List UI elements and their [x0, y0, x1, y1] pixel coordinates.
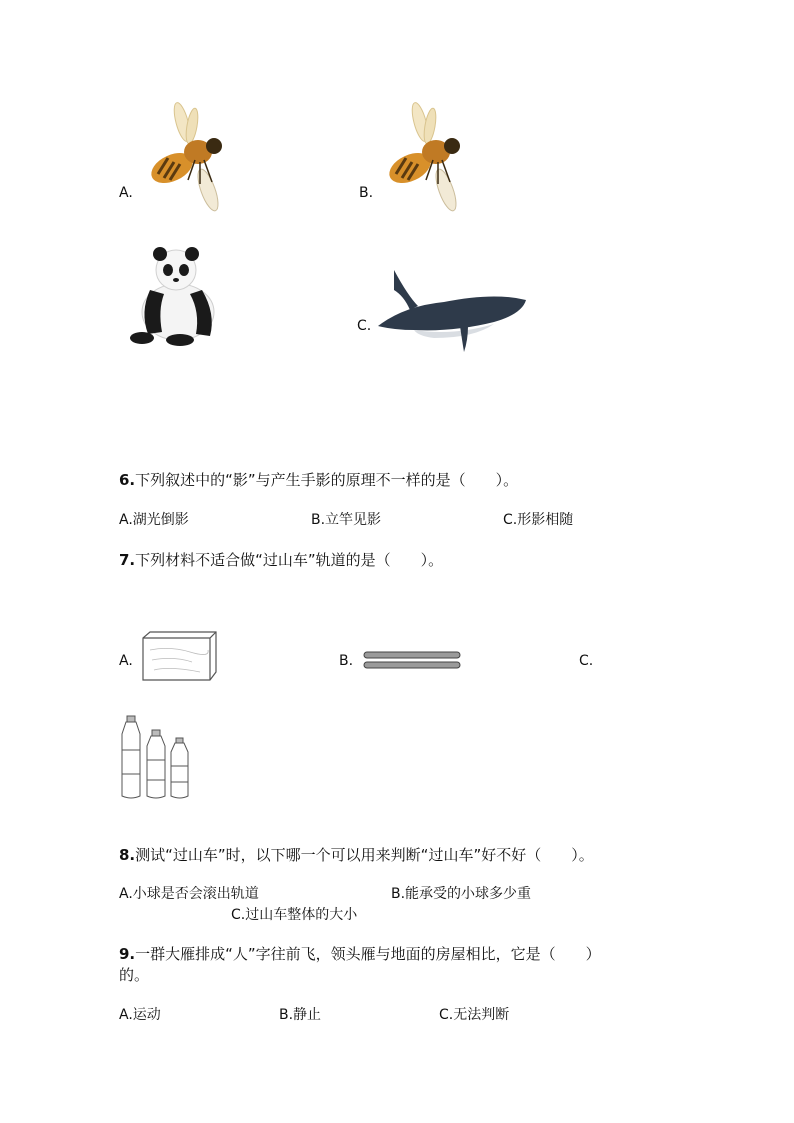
question-7-number: 7. [119, 551, 136, 569]
question-6-text: 下列叙述中的“影”与产生手影的原理不一样的是（ ）。 [135, 471, 519, 489]
question-6-option-c[interactable]: C.形影相随 [503, 512, 574, 528]
question-7-option-c[interactable]: C. [579, 653, 594, 669]
question-7 [119, 550, 443, 570]
question-7-option-a[interactable]: A. [119, 653, 133, 669]
question-8-option-b[interactable]: B.能承受的小球多少重 [391, 886, 532, 902]
question-9-number: 9. [119, 945, 136, 963]
bee-image-a [140, 100, 230, 215]
question-9 [119, 944, 601, 964]
question-6-number: 6. [119, 471, 136, 489]
wood-board-image [140, 630, 220, 682]
whale-image [374, 266, 530, 354]
question-9-option-a[interactable]: A.运动 [119, 1007, 161, 1023]
question-8-option-a[interactable]: A.小球是否会滚出轨道 [119, 886, 259, 902]
option-b-label: B. [359, 185, 374, 201]
question-9-text-line2: 的。 [119, 966, 150, 984]
panda-image [128, 242, 223, 347]
plastic-bottles-image [118, 714, 194, 800]
question-9-text-line1: 一群大雁排成“人”字往前飞，领头雁与地面的房屋相比，它是（ ） [135, 945, 601, 963]
question-6-option-b[interactable]: B.立竿见影 [311, 512, 382, 528]
question-7-option-b[interactable]: B. [339, 653, 354, 669]
question-8-text: 测试“过山车”时，以下哪一个可以用来判断“过山车”好不好（ ）。 [135, 846, 594, 864]
option-a-label: A. [119, 185, 133, 201]
bee-image-b [378, 100, 468, 215]
option-c-label: C. [357, 318, 372, 334]
question-6 [119, 470, 518, 490]
pipe-strips-image [362, 650, 462, 672]
question-8 [119, 845, 594, 865]
question-9-line2 [119, 965, 149, 985]
question-6-option-a[interactable]: A.湖光倒影 [119, 512, 189, 528]
question-7-text: 下列材料不适合做“过山车”轨道的是（ ）。 [135, 551, 444, 569]
question-9-option-b[interactable]: B.静止 [279, 1007, 322, 1023]
question-9-option-c[interactable]: C.无法判断 [439, 1007, 510, 1023]
question-8-option-c[interactable]: C.过山车整体的大小 [231, 907, 358, 923]
question-8-number: 8. [119, 846, 136, 864]
